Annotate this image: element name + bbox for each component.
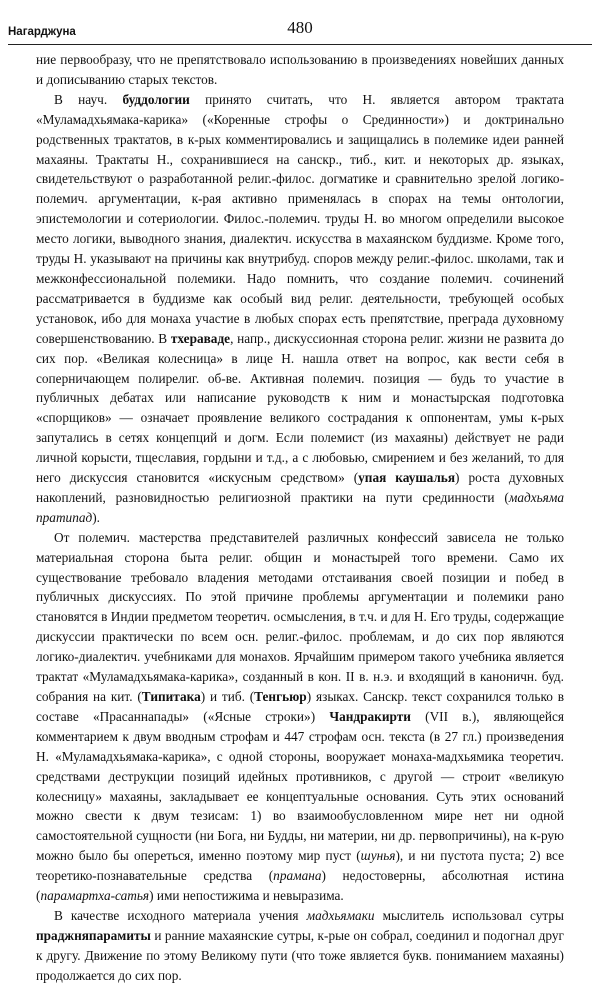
term-shunya: шунья bbox=[360, 848, 396, 864]
paragraph-2-text: ). bbox=[92, 509, 100, 525]
article-body bbox=[36, 50, 564, 986]
term-pramana: прамана bbox=[273, 868, 322, 884]
paragraph-4-text: и ранние махаянские сутры, к-рые он собрал, соединил и подогнал друг к другу. Движение по этому Великому пути (что тоже является букв. пониманием махаяны) продолжается до сих пор. bbox=[36, 927, 564, 983]
paragraph-3-text: ), и ни пустота пуста; 2) все теоретико-познавательные средства ( bbox=[36, 848, 564, 884]
page-header bbox=[8, 20, 592, 45]
running-head: Нагарджуна bbox=[8, 26, 76, 38]
paragraph-3-text: ) ими непостижима и невыразима. bbox=[149, 888, 344, 904]
paragraph-3-text: ) и тиб. ( bbox=[200, 689, 255, 704]
term-buddhology: буддологии bbox=[122, 91, 190, 107]
paragraph-2-text: ) роста духовных накоплений, разновидностью религиозной практики на пути срединности ( bbox=[36, 470, 565, 505]
paragraph-2 bbox=[36, 90, 564, 528]
paragraph-3-text: От полемич. мастерства представителей различных конфессий зависела не только материальная сторона быта религ. общин и монастырей того времени. Само их существование требовало владения методами отстаивания своей позиции и побед в публичных дискуссиях. По этой причине проблемы аргументации и полемики рано становятся в Индии предметом теоретич. осмысления, в т.ч. и для Н. Его труды, содержащие дискуссии практически по всем осн. религ.-филос. проблемам, и до сих пор являются логико-диалектич. учебниками для монахов. Ярчайшим примером такого учебника является трактат «Муламадхьямака-карика», созданный в кон. II в. н.э. и входящий в каноничн. буд. собрания на кит. ( bbox=[36, 529, 564, 704]
paragraph-1-text: ние первообразу, что не препятствовало использованию в произведениях новейших данных и дописыванию старых текстов. bbox=[36, 52, 564, 87]
paragraph-4-text: мыслитель использовал сутры bbox=[374, 907, 564, 923]
paragraph-4 bbox=[36, 906, 564, 986]
paragraph-3 bbox=[36, 528, 564, 906]
paragraph-2-text: В науч. bbox=[54, 91, 123, 107]
term-tengyur: Тенгьюр bbox=[254, 689, 307, 704]
term-paramartha-satya: парамартха-сатья bbox=[40, 888, 150, 904]
paragraph-3-text: ) языках. Санскр. текст сохранился только в составе «Прасаннапады» («Ясные строки») bbox=[36, 689, 564, 724]
term-upaya-kaushalya: упая каушалья bbox=[358, 470, 456, 486]
term-prajnaparamita: праджняпарамиты bbox=[36, 927, 151, 943]
term-tipitaka: Типитака bbox=[141, 689, 201, 704]
page-number: 480 bbox=[287, 18, 313, 37]
paragraph-4-text: В качестве исходного материала учения bbox=[54, 907, 307, 923]
paragraph-3-text: ) недостоверны, абсолютная истина ( bbox=[36, 868, 564, 904]
paragraph-3-text: (VII в.), являющейся комментарием к двум вводным строфам и 447 строфам осн. текста (в 27 гл.) произведения Н. «Муламадхьямака-карика», с одной стороны, вооружает монаха-мадхьямика теоретич. средствами деструкции позиций идейных противников, с другой — строит «великую колесницу» махаяны, закладывает ее концептуальные основания. Суть этих оснований можно свести к двум тезисам: 1) во взаимообусловленном мире нет ни одной самостоятельной сущности (ни Бога, ни Будды, ни материи, ни др. первопричины), на к-рую можно было бы опереться, именно поэтому мир пуст ( bbox=[36, 708, 564, 864]
paragraph-2-text: , напр., дискуссионная сторона религ. жизни не развита до сих пор. «Великая колесница» в лице Н. нашла ответ на вопрос, как вести себя в соперничающем полирелиг. об-ве. Активная полемич. позиция — будь то участие в публичных дебатах или написание руководств к ним и монастырская подготовка «спорщиков» — означает проявление великого сострадания к оппонентам, умы к-рых запутались в сетях концепций и догм. Если полемист (из махаяны) действует не ради личной корысти, тщеславия, гордыни и т.д., а с любовью, смирением и без желаний, то для него дискуссия становится «искусным средством» ( bbox=[36, 330, 564, 486]
term-madhyamaka: мадхьямаки bbox=[306, 907, 375, 923]
paragraph-2-text: принято считать, что Н. является автором трактата «Муламадхьямака-карика» («Коренные строфы о Срединности») и доктринально родственных трактатов, в к-рых комментировались и защищались в полемике идеи ранней махаяны. Трактаты Н., сохранившиеся на санскр., тиб., кит. и некоторых др. языках, свидетельствуют о разработанной религ.-филос. догматике и сравнительно зрелой логико-полемич. аргументации, к-рая активно применялась в спорах на темы онтологии, эпистемологии и сотериологии. Филос.-полемич. труды Н. во многом определили высокое место логики, выводного знания, диалектич. искусства в махаянском буддизме. Кроме того, труды Н. указывают на причины как внутрибуд. споров между религ.-филос. школами, так и межконфессиональной полемики. Надо помнить, что создание полемич. сочинений рассматривается в буддизме как особый вид религ. деятельности, требующей особых установок, ибо для монаха участие в любых спорах есть препятствие, преграда духовному совершенствованию. В bbox=[36, 91, 564, 346]
term-chandrakirti: Чандракирти bbox=[329, 708, 411, 724]
paragraph-1 bbox=[36, 50, 564, 90]
term-madhyama-pratipad: мадхьяма пратипад bbox=[36, 489, 564, 525]
term-theravada: тхераваде bbox=[170, 330, 231, 346]
